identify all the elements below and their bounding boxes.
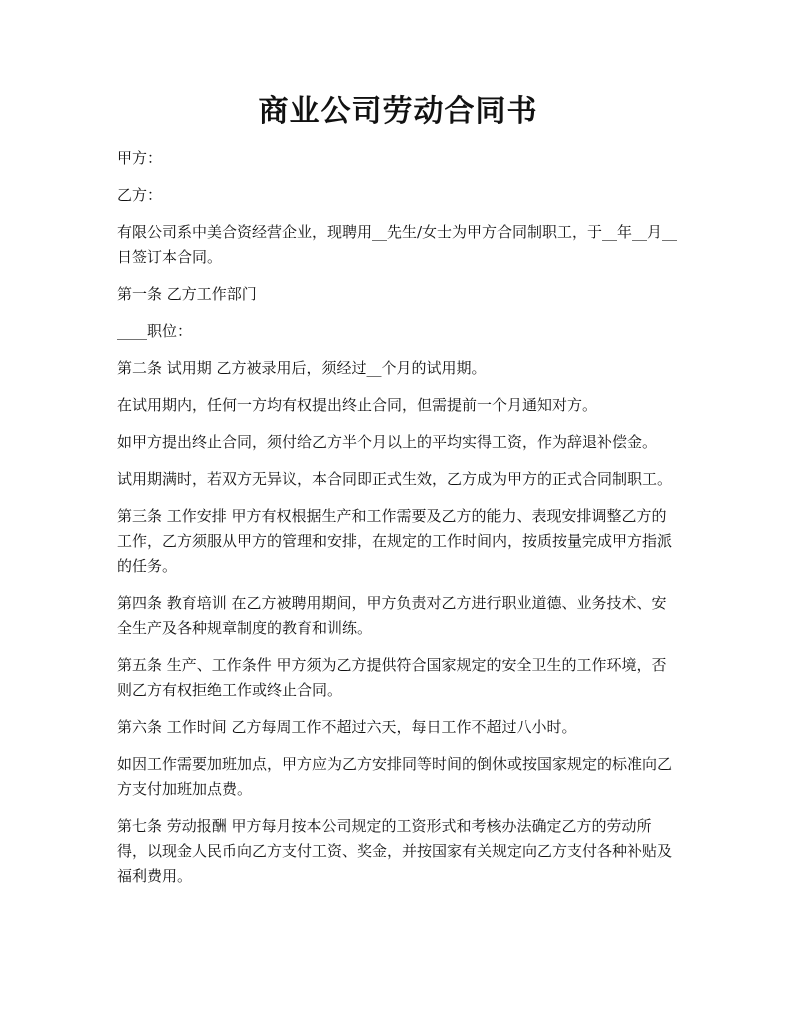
article-1-heading: 第一条 乙方工作部门 [117,285,257,303]
article-6-paragraph: 第六条 工作时间 乙方每周工作不超过六天，每日工作不超过八小时。 [117,718,577,736]
document-body [117,146,679,900]
overtime-paragraph: 如因工作需要加班加点，甲方应为乙方安排同等时间的倒休或按国家规定的标准向乙方支付加班加点费。 [117,755,673,798]
compensation-paragraph: 如甲方提出终止合同，须付给乙方半个月以上的平均实得工资，作为辞退补偿金。 [117,433,658,451]
party-b-line: 乙方： [117,186,163,204]
probation-termination-paragraph: 在试用期内，任何一方均有权提出终止合同，但需提前一个月通知对方。 [117,396,598,414]
intro-paragraph: 有限公司系中美合资经营企业，现聘用__先生/女士为甲方合同制职工，于__年__月__日签订本合同。 [117,223,678,266]
probation-end-paragraph: 试用期满时，若双方无异议，本合同即正式生效，乙方成为甲方的正式合同制职工。 [117,470,673,488]
document-title: 商业公司劳动合同书 [258,94,538,129]
article-2-paragraph: 第二条 试用期 乙方被录用后，须经过__个月的试用期。 [117,359,487,377]
article-3-paragraph: 第三条 工作安排 甲方有权根据生产和工作需要及乙方的能力、表现安排调整乙方的工作，乙方须服从甲方的管理和安排，在规定的工作时间内，按质按量完成甲方指派的任务。 [117,507,673,575]
article-7-paragraph: 第七条 劳动报酬 甲方每月按本公司规定的工资形式和考核办法确定乙方的劳动所得，以现金人民币向乙方支付工资、奖金，并按国家有关规定向乙方支付各种补贴及福利费用。 [117,817,673,885]
article-5-paragraph: 第五条 生产、工作条件 甲方须为乙方提供符合国家规定的安全卫生的工作环境，否则乙方有权拒绝工作或终止合同。 [117,656,667,699]
party-a-line: 甲方： [117,149,163,167]
position-line: ____职位： [117,322,193,340]
article-4-paragraph: 第四条 教育培训 在乙方被聘用期间，甲方负责对乙方进行职业道德、业务技术、安全生产及各种规章制度的教育和训练。 [117,594,667,637]
